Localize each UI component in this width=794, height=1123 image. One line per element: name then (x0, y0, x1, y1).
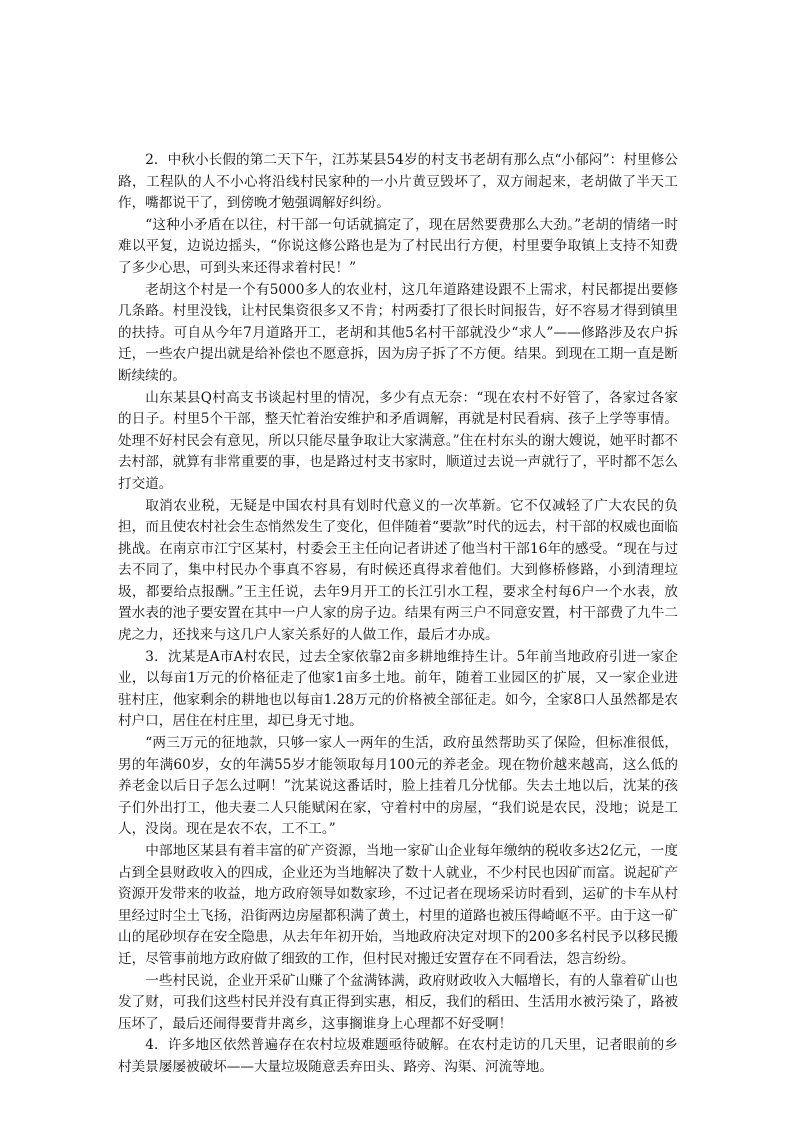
paragraph: “这种小矛盾在以往，村干部一句话就搞定了，现在居然要费那么大劲。”老胡的情绪一时难以平复，边说边摇头，“你说这修公路也是为了村民出行方便，村里要争取镇上支持不知费了多少心思，可到头来还得求着村民！” (118, 216, 678, 276)
paragraph: 老胡这个村是一个有5000多人的农业村，这几年道路建设跟不上需求，村民都提出要修几条路。村里没钱，让村民集资很多又不肯；村两委打了很长时间报告，好不容易才得到镇里的扶持。可自从今年7月道路开工，老胡和其他5名村干部就没少“求人”——修路涉及农户拆迁，一些农户提出就是给补偿也不愿意拆，因为房子拆了不方便。结果。到现在工期一直是断断续续的。 (118, 281, 678, 384)
paragraph: 山东某县Q村高支书谈起村里的情况，多少有点无奈：“现在农村不好管了，各家过各家的日子。村里5个干部，整天忙着治安维护和矛盾调解，再就是村民看病、孩子上学等事情。处理不好村民会有意见，所以只能尽量争取让大家满意。”住在村东头的谢大嫂说，她平时都不去村部，就算有非常重要的事，也是路过村支书家时，顺道过去说一声就行了，平时都不怎么打交道。 (118, 389, 678, 492)
paragraph: 中部地区某县有着丰富的矿产资源，当地一家矿山企业每年缴纳的税收多达2亿元，一度占到全县财政收入的四成，企业还为当地解决了数十人就业，不少村民也因矿而富。说起矿产资源开发带来的收益，地方政府领导如数家珍，不过记者在现场采访时看到，运矿的卡车从村里经过时尘土飞扬，沿街两边房屋都积满了黄土，村里的道路也被压得崎岖不平。由于这一矿山的尾砂坝存在安全隐患，从去年年初开始，当地政府决定对坝下的200多名村民予以移民搬迁，尽管事前地方政府做了细致的工作，但村民对搬迁安置存在不同看法，怨言纷纷。 (118, 843, 678, 967)
paragraph: 取消农业税，无疑是中国农村具有划时代意义的一次革新。它不仅减轻了广大农民的负担，而且使农村社会生态悄然发生了变化，但伴随着“要款”时代的远去，村干部的权威也面临挑战。在南京市江宁区某村，村委会王主任向记者讲述了他当村干部16年的感受。“现在与过去不同了，集中村民办个事真不容易，有时候还真得求着他们。大到修桥修路，小到清理垃圾，都要给点报酬。”王主任说，去年9月开工的长江引水工程，要求全村每6户一个水表，放置水表的池子要安置在其中一户人家的房子边。结果有两三户不同意安置，村干部费了九牛二虎之力，还找来与这几户人家关系好的人做工作，最后才办成。 (118, 497, 678, 644)
paragraph: 3．沈某是A市A村农民，过去全家依靠2亩多耕地维持生计。5年前当地政府引进一家企业，以每亩1万元的价格征走了他家1亩多土地。前年，随着工业园区的扩展，又一家企业进驻村庄，他家剩余的耕地也以每亩1.28万元的价格被全部征走。如今，全家8口人虽然都是农村户口，居住在村庄里，却已身无寸地。 (118, 648, 678, 730)
paragraph: 4．许多地区依然普遍存在农村垃圾难题亟待破解。在农村走访的几天里，记者眼前的乡村美景屡屡被破坏——大量垃圾随意丢弃田头、路旁、沟渠、河流等地。 (118, 1037, 678, 1075)
paragraph: “两三万元的征地款，只够一家人一两年的生活，政府虽然帮助买了保险，但标准很低，男的年满60岁，女的年满55岁才能领取每月100元的养老金。现在物价越来越高，这么低的养老金以后日子怎么过啊！”沈某说这番话时，脸上挂着几分忧郁。失去土地以后，沈某的孩子们外出打工，他夫妻二人只能赋闲在家，守着村中的房屋，“我们说是农民，没地；说是工人，没岗。现在是农不农，工不工。” (118, 735, 678, 838)
paragraph: 一些村民说，企业开采矿山赚了个盆满钵满，政府财政收入大幅增长，有的人靠着矿山也发了财，可我们这些村民并没有真正得到实惠，相反，我们的稻田、生活用水被污染了，路被压坏了，最后还闹得要背井离乡，这事搁谁身上心理都不好受啊！ (118, 972, 678, 1032)
document-body (118, 150, 678, 1079)
paragraph: 2．中秋小长假的第二天下午，江苏某县54岁的村支书老胡有那么点“小郁闷”：村里修公路，工程队的人不小心将沿线村民家种的一小片黄豆毁坏了，双方闹起来，老胡做了半天工作，嘴都说干了，到傍晚才勉强调解好纠纷。 (118, 152, 678, 212)
